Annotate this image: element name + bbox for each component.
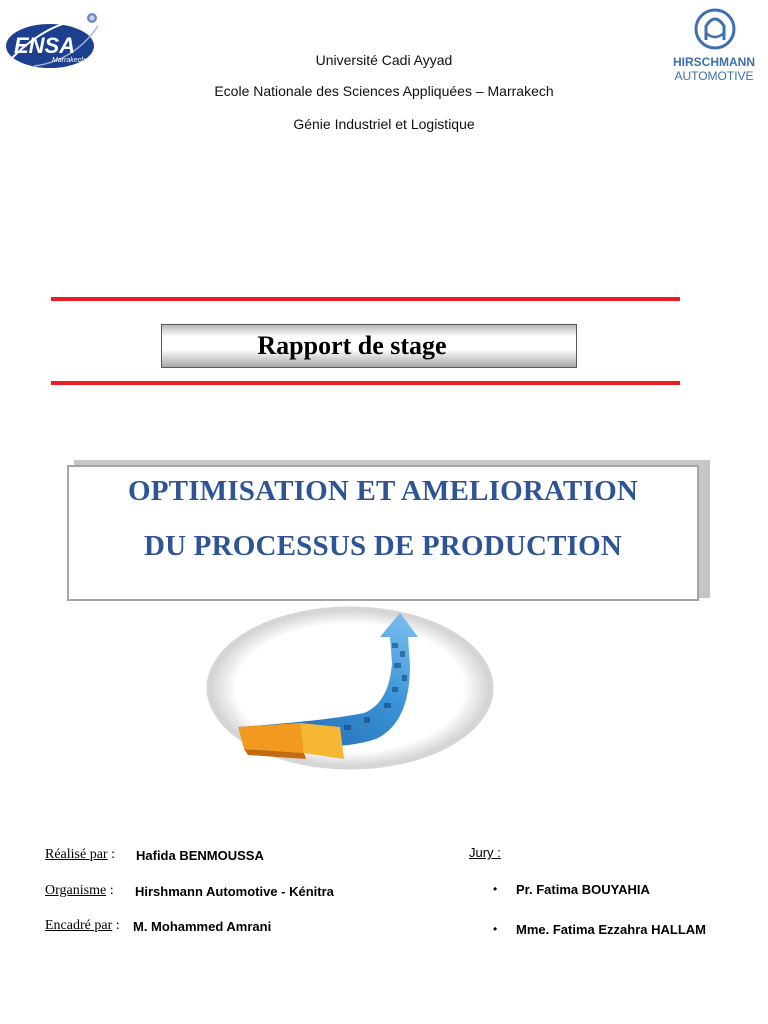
jury-label: Jury :: [469, 845, 501, 860]
report-label: Rapport de stage: [257, 331, 447, 360]
organisme-sep: :: [106, 883, 114, 898]
encadre-par-value: M. Mohammed Amrani: [133, 919, 272, 934]
university-name: Université Cadi Ayyad: [315, 52, 453, 68]
growth-arrow-illustration: [204, 603, 496, 773]
ensa-logo-text: ENSA: [14, 33, 76, 58]
realise-par-label: Réalisé par: [45, 847, 108, 862]
ensa-logo-subtext: Marrakech: [52, 57, 86, 64]
realise-par-sep: :: [107, 847, 115, 862]
jury-bullet-2: •: [493, 922, 498, 936]
encadre-par-sep: :: [112, 918, 120, 933]
realise-par-value: Hafida BENMOUSSA: [136, 848, 264, 863]
hirschmann-logo-line2: AUTOMOTIVE: [674, 69, 754, 83]
title-box: [67, 465, 699, 601]
top-red-rule: [51, 297, 680, 301]
title-line-1: OPTIMISATION ET AMELIORATION: [128, 475, 638, 507]
organisme-value: Hirshmann Automotive - Kénitra: [135, 884, 334, 899]
organisme-row: [45, 882, 114, 899]
hirschmann-logo-line1: HIRSCHMANN: [673, 55, 755, 69]
report-label-box: [161, 324, 577, 368]
jury-bullet-1: •: [493, 882, 498, 896]
hirschmann-logo: [668, 8, 760, 86]
school-name: Ecole Nationale des Sciences Appliquées – Marrakech: [214, 83, 554, 99]
jury-member-2: Mme. Fatima Ezzahra HALLAM: [516, 922, 706, 937]
realise-par-row: [45, 846, 115, 863]
jury-member-1: Pr. Fatima BOUYAHIA: [516, 882, 650, 897]
department-name: Génie Industriel et Logistique: [293, 116, 475, 132]
title-line-2: DU PROCESSUS DE PRODUCTION: [143, 530, 623, 562]
bottom-red-rule: [51, 381, 680, 385]
encadre-par-row: [45, 917, 120, 934]
organisme-label: Organisme: [45, 883, 107, 898]
encadre-par-label: Encadré par: [45, 918, 113, 933]
